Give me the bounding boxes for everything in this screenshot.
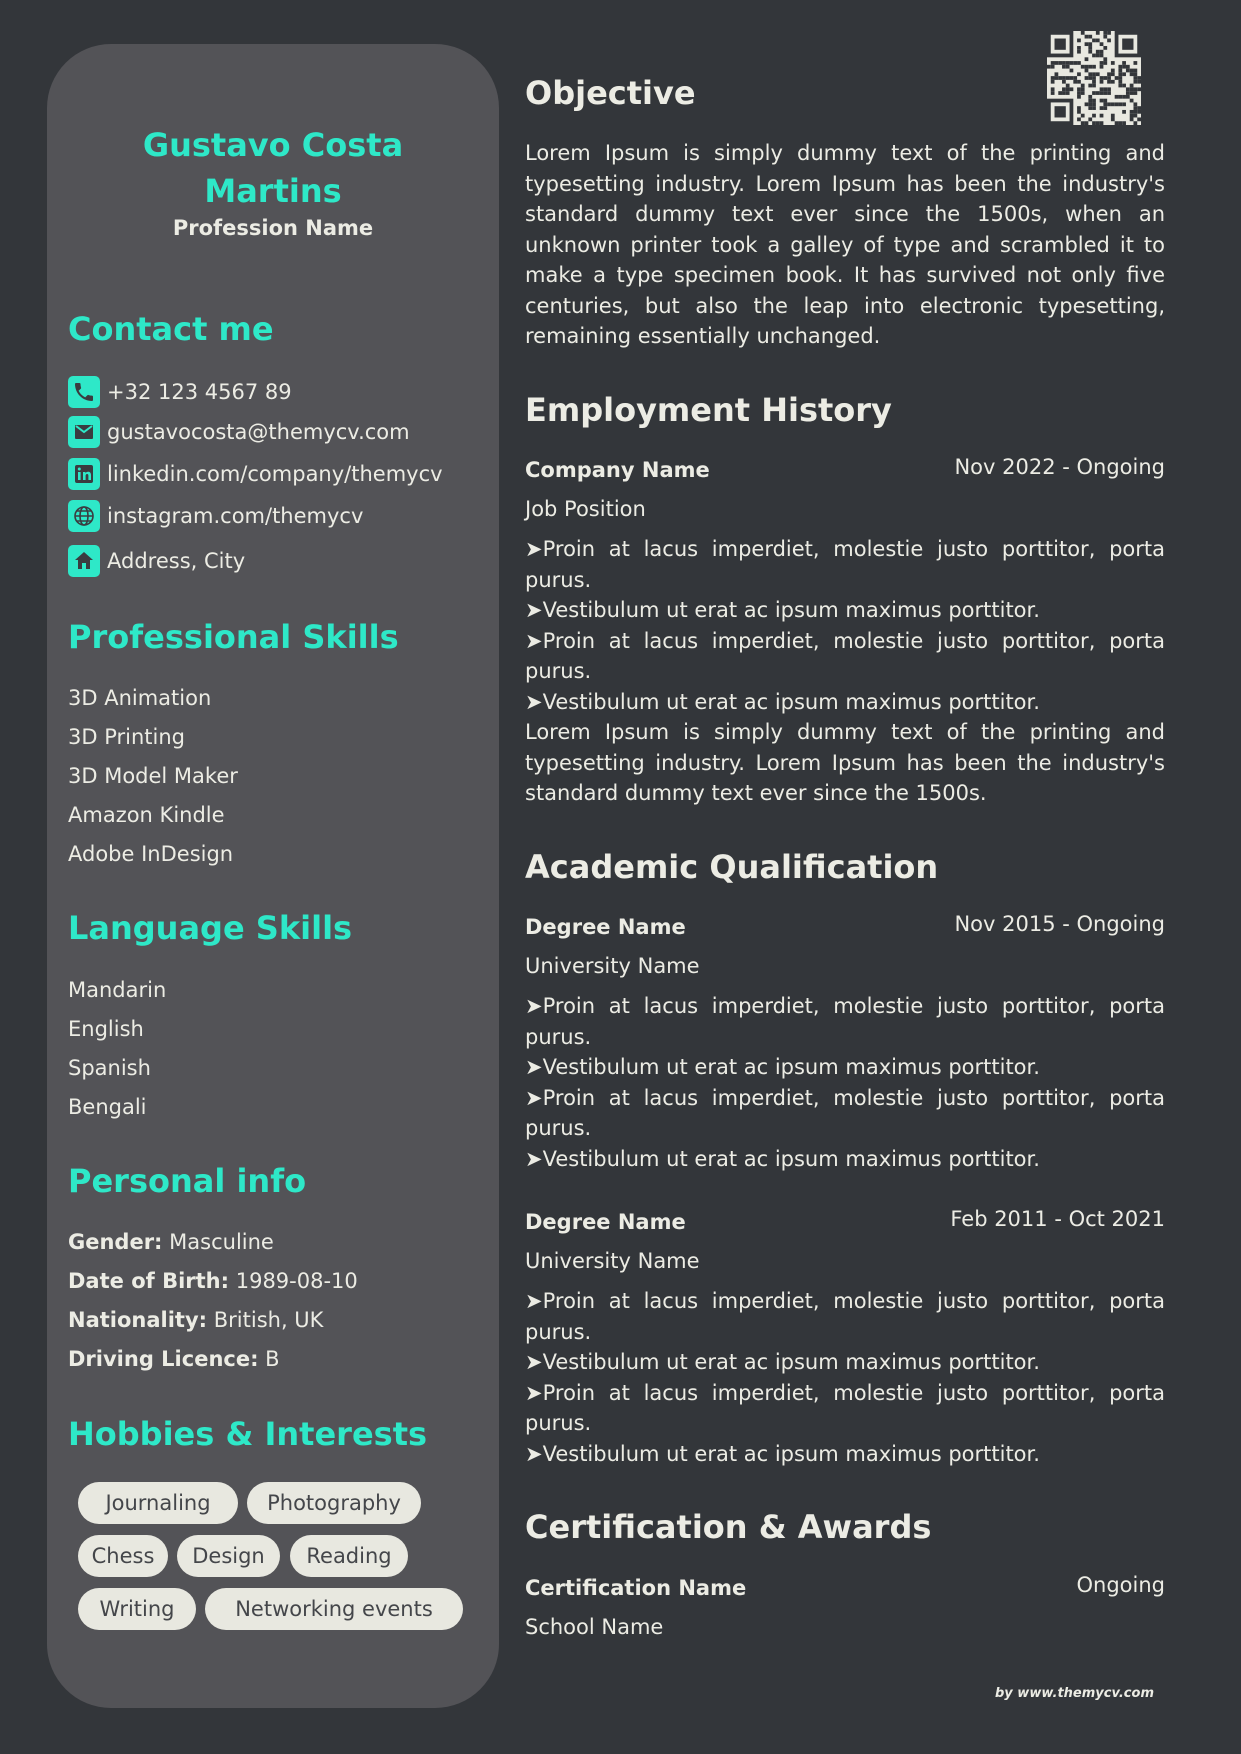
bullet-item: ➤Proin at lacus imperdiet, molestie justo porttitor, porta purus. — [525, 628, 1165, 683]
personal-label: Driving Licence: — [68, 1347, 259, 1371]
degree-name: Degree Name — [525, 915, 686, 939]
personal-value: 1989-08-10 — [235, 1269, 358, 1293]
contact-heading: Contact me — [68, 310, 274, 348]
employment-date: Nov 2022 - Ongoing — [954, 455, 1165, 479]
language-item: English — [68, 1017, 144, 1041]
skill-item: 3D Animation — [68, 686, 212, 710]
bullet-item: ➤Proin at lacus imperdiet, molestie justo porttitor, porta purus. — [525, 537, 1165, 592]
qr-code — [1047, 31, 1141, 125]
name-line-2: Martins — [204, 172, 342, 210]
name-line-1: Gustavo Costa — [142, 126, 404, 164]
personal-licence — [68, 1347, 280, 1371]
sidebar — [47, 44, 499, 1708]
personal-heading: Personal info — [68, 1162, 307, 1200]
degree-date: Nov 2015 - Ongoing — [954, 912, 1165, 936]
bullet-item: ➤Proin at lacus imperdiet, molestie justo porttitor, porta purus. — [525, 1085, 1165, 1140]
hobby-pill: Networking events — [205, 1588, 463, 1630]
contact-website[interactable] — [68, 500, 363, 532]
personal-label: Nationality: — [68, 1308, 208, 1332]
degree-date: Feb 2011 - Oct 2021 — [950, 1207, 1165, 1231]
skills-heading: Professional Skills — [68, 618, 399, 656]
employment-bullets — [525, 534, 1165, 809]
language-item: Bengali — [68, 1095, 147, 1119]
contact-address-text: Address, City — [107, 549, 246, 573]
contact-address — [68, 545, 245, 577]
personal-dob — [68, 1269, 358, 1293]
skill-item: Amazon Kindle — [68, 803, 225, 827]
personal-label: Date of Birth: — [68, 1269, 230, 1293]
skill-item: 3D Model Maker — [68, 764, 238, 788]
contact-website-text: instagram.com/themycv — [107, 504, 364, 528]
home-icon — [68, 545, 100, 577]
bullet-item: ➤Vestibulum ut erat ac ipsum maximus porttitor. — [525, 1441, 1040, 1466]
academic-bullets — [525, 991, 1165, 1174]
personal-value: British, UK — [213, 1308, 324, 1332]
globe-icon — [68, 500, 100, 532]
employment-position: Job Position — [525, 497, 646, 521]
footer-credit[interactable]: by www.themycv.com — [995, 1686, 1154, 1701]
hobby-pill: Journaling — [78, 1482, 238, 1524]
employment-heading: Employment History — [525, 391, 892, 429]
bullet-item: ➤Vestibulum ut erat ac ipsum maximus porttitor. — [525, 1350, 1040, 1374]
linkedin-icon — [68, 458, 100, 490]
candidate-name — [47, 122, 499, 214]
personal-nationality — [68, 1308, 323, 1332]
hobby-pill: Photography — [247, 1482, 421, 1524]
skill-item: 3D Printing — [68, 725, 185, 749]
hobby-pill: Writing — [78, 1588, 196, 1630]
personal-gender — [68, 1230, 274, 1254]
cert-date: Ongoing — [1076, 1573, 1165, 1597]
hobbies-heading: Hobbies & Interests — [68, 1415, 428, 1453]
language-item: Spanish — [68, 1056, 151, 1080]
email-icon — [68, 416, 100, 448]
bullet-item: ➤Proin at lacus imperdiet, molestie justo porttitor, porta purus. — [525, 1289, 1165, 1344]
personal-value: B — [265, 1347, 280, 1371]
cert-heading: Certification & Awards — [525, 1508, 932, 1546]
contact-phone-text: +32 123 4567 89 — [107, 380, 292, 404]
personal-value: Masculine — [169, 1230, 274, 1254]
bullet-item: ➤Vestibulum ut erat ac ipsum maximus porttitor. — [525, 1055, 1040, 1079]
phone-icon — [68, 376, 100, 408]
skill-item: Adobe InDesign — [68, 842, 234, 866]
bullet-item: ➤Vestibulum ut erat ac ipsum maximus porttitor. — [525, 598, 1040, 622]
bullet-item: ➤Vestibulum ut erat ac ipsum maximus porttitor. — [525, 1146, 1040, 1171]
contact-email-text: gustavocosta@themycv.com — [107, 420, 410, 444]
school-name: School Name — [525, 1615, 664, 1639]
employment-description: Lorem Ipsum is simply dummy text of the printing and typesetting industry. Lorem Ipsum has been the industry's standard dummy text ever since the 1500s. — [525, 720, 1165, 805]
employment-company: Company Name — [525, 458, 710, 482]
contact-email[interactable] — [68, 416, 410, 448]
bullet-item: ➤Proin at lacus imperdiet, molestie justo porttitor, porta purus. — [525, 1380, 1165, 1435]
qr-code-graphic — [1047, 31, 1141, 125]
bullet-item: ➤Vestibulum ut erat ac ipsum maximus porttitor. — [525, 689, 1040, 714]
contact-linkedin[interactable] — [68, 458, 443, 490]
bullet-item: ➤Proin at lacus imperdiet, molestie justo porttitor, porta purus. — [525, 994, 1165, 1049]
university-name: University Name — [525, 1249, 700, 1273]
languages-heading: Language Skills — [68, 909, 353, 947]
university-name: University Name — [525, 954, 700, 978]
personal-label: Gender: — [68, 1230, 163, 1254]
hobby-pill: Chess — [78, 1535, 168, 1577]
hobby-pill: Reading — [290, 1535, 408, 1577]
degree-name: Degree Name — [525, 1210, 686, 1234]
language-item: Mandarin — [68, 978, 167, 1002]
objective-text: Lorem Ipsum is simply dummy text of the printing and typesetting industry. Lorem Ipsum has been the industry's standard dummy text ever since the 1500s, when an unknown printer took a galley of type and scrambled it to make a type specimen book. It has survived not only five centuries, but also the leap into electronic typesetting, remaining essentially unchanged. — [525, 141, 1165, 348]
academic-bullets — [525, 1286, 1165, 1469]
objective-heading: Objective — [525, 74, 696, 112]
cert-name: Certification Name — [525, 1576, 747, 1600]
contact-phone[interactable] — [68, 376, 292, 408]
academic-heading: Academic Qualification — [525, 848, 939, 886]
hobby-pill: Design — [177, 1535, 280, 1577]
contact-linkedin-text: linkedin.com/company/themycv — [107, 462, 443, 486]
profession-title: Profession Name — [172, 216, 374, 240]
